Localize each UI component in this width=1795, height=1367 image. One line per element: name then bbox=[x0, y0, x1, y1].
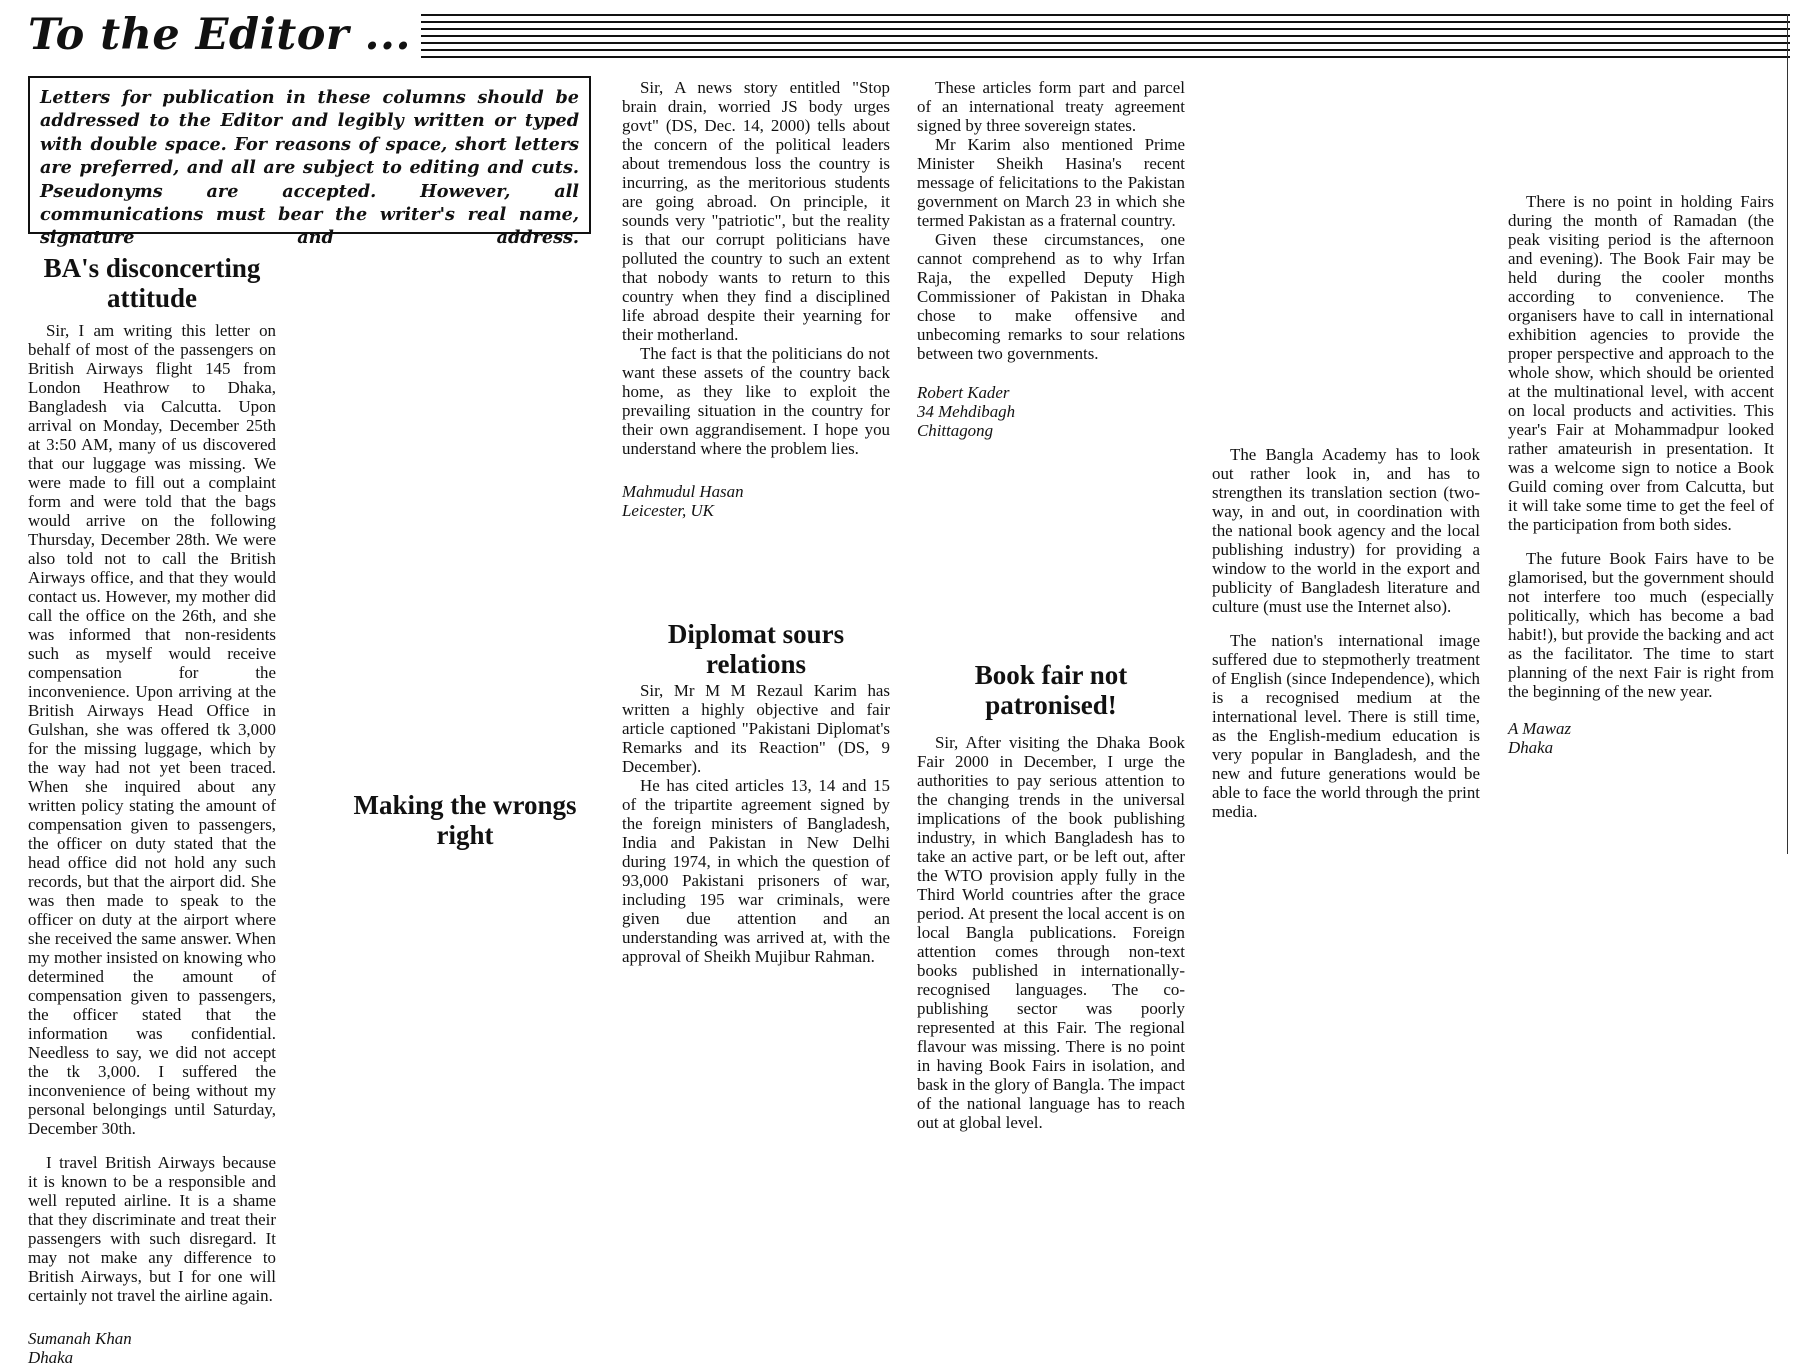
signature-name: A Mawaz bbox=[1508, 719, 1572, 738]
signature-name: Sumanah Khan bbox=[28, 1329, 132, 1348]
letter-paragraph: The Bangla Academy has to look out rather look in, and has to strengthen its translation section (two-way, in and out, in coordination with the national book agency and the local publishing industry) for providing a window to the world in the export and publicity of Bangladesh literature and culture (must use the Internet also). bbox=[1212, 445, 1480, 616]
letter-title: BA's disconcerting attitude bbox=[43, 253, 261, 313]
signature-place: Leicester, UK bbox=[622, 501, 714, 520]
letter-bookfair bbox=[917, 661, 1185, 1132]
signature-name: Mahmudul Hasan bbox=[622, 482, 744, 501]
letter-paragraph: The fact is that the politicians do not want these assets of the country back home, as they like to exploit the prevailing situation in the country for their own aggrandisement. I hope you understand where the problem lies. bbox=[622, 344, 890, 458]
signature-place: Chittagong bbox=[917, 421, 994, 440]
letter-title: Making the wrongs right bbox=[353, 790, 577, 850]
letter-paragraph: I travel British Airways because it is known to be a responsible and well reputed airline. It is a shame that they discriminate and treat their passengers with such disregard. It may not make any difference to British Airways, but I for one will certainly not travel the airline again. bbox=[28, 1153, 276, 1305]
letter-diplomat-cont bbox=[917, 78, 1185, 440]
letter-signature bbox=[28, 1329, 276, 1367]
signature-name: Robert Kader bbox=[917, 383, 1010, 402]
signature-address: 34 Mehdibagh bbox=[917, 402, 1016, 421]
letter-wrongs bbox=[336, 791, 594, 850]
letter-bookfair-cont bbox=[1212, 444, 1480, 821]
letter-paragraph: Sir, I am writing this letter on behalf of most of the passengers on British Airways flight 145 from London Heathrow to Dhaka, Bangladesh via Calcutta. Upon arrival on Monday, December 25th at 3:50 AM, many of us discovered that our luggage was missing. We were made to fill out a complaint form and were told that the bags would arrive on the following Thursday, December 28th. We were also told not to call the British Airways office, and that they would contact us. However, my mother did call the office on the 26th, and she was informed that non-residents such as myself would receive compensation for the inconvenience. Upon arriving at the British Airways Head Office in Gulshan, she was offered tk 3,000 for the missing luggage, which by the way had not yet been traced. When she inquired about any written policy stating the amount of compensation given to passengers, the officer on duty stated that the head office did not hold any such records, but that the airport did. She was then made to speak to the officer on duty at the airport where she received the same answer. When my mother insisted on knowing who determined the amount of compensation given to passengers, the officer stated that the information was confidential. Needless to say, we did not accept the tk 3,000. I suffered the inconvenience of being without my personal belongings until Saturday, December 30th. bbox=[28, 321, 276, 1138]
signature-place: Dhaka bbox=[1508, 738, 1554, 757]
letter-title: Diplomat sours relations bbox=[667, 619, 845, 679]
letter-signature bbox=[1508, 719, 1774, 757]
letter-paragraph: The future Book Fairs have to be glamorised, but the government should not interfere too much (especially politically, which has become a bad habit!), but provide the backing and act as the facilitator. The time to start planning of the next Fair is right from the beginning of the new year. bbox=[1508, 549, 1774, 701]
letter-paragraph: Sir, Mr M M Rezaul Karim has written a highly objective and fair article captioned "Pakistani Diplomat's Remarks and its Reaction" (DS, 9 December). bbox=[622, 681, 890, 776]
letter-paragraph: Sir, A news story entitled "Stop brain drain, worried JS body urges govt" (DS, Dec. 14, 2000) tells about the concern of the political leaders about tremendous loss the country is incurring, as the meritorious students are going abroad. On principle, it sounds very "patriotic", but the reality is that our corrupt politicians have polluted the country to such an extent that nobody wants to return to this country when they find a disciplined life abroad despite their yearning for their motherland. bbox=[622, 78, 890, 344]
letter-paragraph: He has cited articles 13, 14 and 15 of the tripartite agreement signed by the foreign ministers of Bangladesh, India and Pakistan in New Delhi during 1974, in which the question of 93,000 Pakistani prisoners of war, including 195 war criminals, were given due attention and an understanding was arrived at, with the approval of Sheikh Mujibur Rahman. bbox=[622, 776, 890, 966]
letter-diplomat bbox=[622, 620, 890, 966]
letter-paragraph: Mr Karim also mentioned Prime Minister Sheikh Hasina's recent message of felicitations to the Pakistan government on March 23 in which she termed Pakistan as a fraternal country. bbox=[917, 135, 1185, 230]
letter-title: Book fair not patronised! bbox=[974, 660, 1128, 720]
letter-paragraph: These articles form part and parcel of an international treaty agreement signed by three sovereign states. bbox=[917, 78, 1185, 135]
letter-signature bbox=[917, 383, 1185, 440]
section-title: To the Editor ... bbox=[28, 11, 421, 59]
masthead bbox=[28, 10, 1790, 60]
letter-paragraph: The nation's international image suffered due to stepmotherly treatment of English (since Independence), which is a recognised medium at the international level. There is still time, as the English-medium education is very popular in Bangladesh, and the new and future generations would be able to face the world through the print media. bbox=[1212, 631, 1480, 821]
right-border-rule bbox=[1787, 14, 1788, 854]
signature-place: Dhaka bbox=[28, 1348, 74, 1367]
letter-paragraph: Sir, After visiting the Dhaka Book Fair 2000 in December, I urge the authorities to pay serious attention to the changing trends in the universal implications of the book publishing industry, in which Bangladesh has to take an active part, or be left out, after the WTO provision apply fully in the Third World countries after the grace period. At present the local accent is on local Bangla publications. Foreign attention comes through non-text books published in internationally-recognised languages. The co-publishing sector was poorly represented at this Fair. The regional flavour was missing. There is no point in having Book Fairs in isolation, and bask in the glory of Bangla. The impact of the national language has to reach out at global level. bbox=[917, 733, 1185, 1132]
letter-paragraph: Given these circumstances, one cannot comprehend as to why Irfan Raja, the expelled Deputy High Commissioner of Pakistan in Dhaka chose to make offensive and unbecoming remarks to sour relations between two governments. bbox=[917, 230, 1185, 363]
editor-notice-box: Letters for publication in these columns should be addressed to the Editor and legibly written or typed with double space. For reasons of space, short letters are preferred, and all are subject to editing and cuts. Pseudonyms are accepted. However, all communications must bear the writer's real name, signature and address. bbox=[28, 76, 591, 234]
letter-signature bbox=[622, 482, 890, 520]
letter-paragraph: There is no point in holding Fairs during the month of Ramadan (the peak visiting period is the afternoon and evening). The Book Fair may be held during the cooler months according to convenience. The organisers have to call in international exhibition agencies to provide the proper perspective and approach to the whole show, which should be oriented at the multinational level, with accent on local products and activities. This year's Fair at Mohammadpur looked rather amateurish in presentation. It was a welcome sign to notice a Book Guild coming over from Calcutta, but it will take some time to get the feel of the participation from both sides. bbox=[1508, 192, 1774, 534]
letter-wrongs-body bbox=[622, 78, 890, 520]
letter-ba bbox=[28, 254, 276, 1367]
letter-bookfair-final bbox=[1508, 192, 1774, 757]
